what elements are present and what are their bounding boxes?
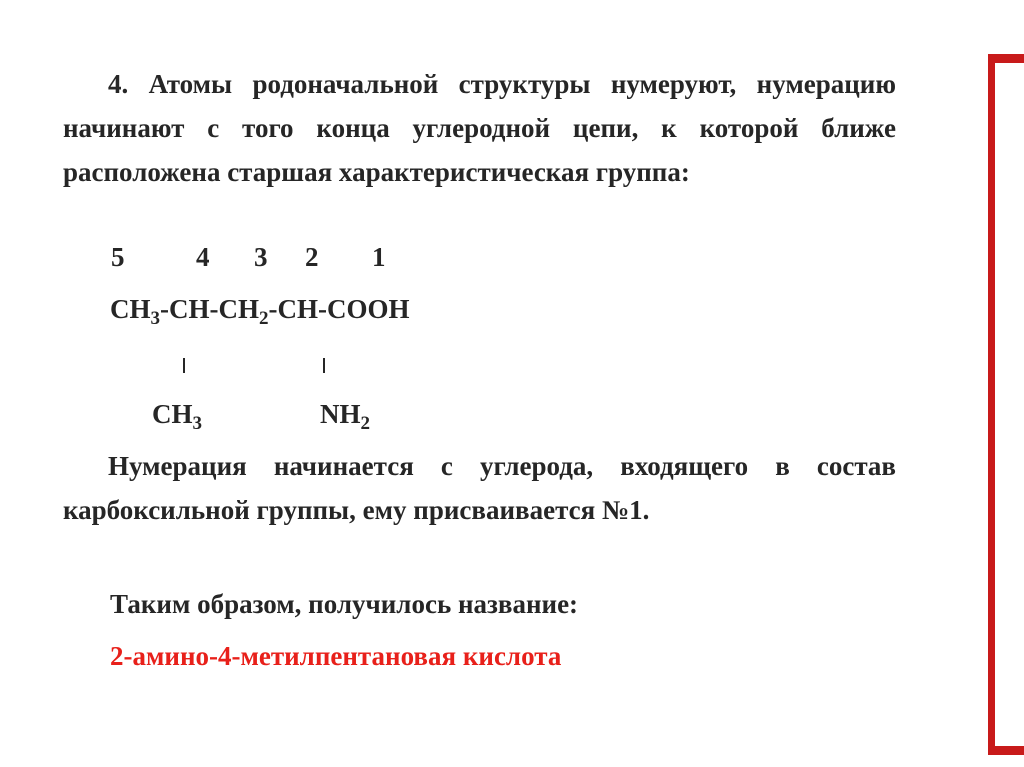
chain-number-3: 3 <box>254 242 268 272</box>
formula-ch-cooh: -CH-COOH <box>268 294 410 324</box>
bond-line-methyl <box>183 358 185 373</box>
chain-number-1: 1 <box>372 242 386 272</box>
main-chain-formula <box>110 287 409 331</box>
substituent-amino <box>320 392 370 436</box>
conclusion-text: Таким образом, получилось название: <box>110 589 579 619</box>
formula-sub-2: 2 <box>258 308 269 329</box>
rule-paragraph <box>63 62 896 194</box>
rule-paragraph-text: 4. Атомы родоначальной структуры нумеруют, нумерацию начинают с того конца углеродной цепи, к которой ближе расположена старшая характеристическая группа: <box>63 69 896 187</box>
substituent-amino-sub: 2 <box>360 413 370 434</box>
numbering-paragraph-text: Нумерация начинается с углерода, входящего в состав карбоксильной группы, ему присваивается №1. <box>63 451 896 525</box>
chain-number-5: 5 <box>111 242 125 272</box>
bond-line-amino <box>323 358 325 373</box>
chain-number-4: 4 <box>196 242 210 272</box>
substituent-methyl <box>152 392 202 436</box>
substituent-methyl-text: CH <box>152 399 193 429</box>
substituent-amino-text: NH <box>320 399 361 429</box>
formula-sub-3: 3 <box>150 308 160 329</box>
formula-ch3: CH <box>110 294 151 324</box>
formula-ch-ch2: -CH-CH <box>160 294 259 324</box>
substituent-methyl-sub: 3 <box>192 413 202 434</box>
compound-name: 2-амино-4-метилпентановая кислота <box>110 641 562 671</box>
numbering-paragraph <box>63 444 896 532</box>
chain-number-2: 2 <box>305 242 319 272</box>
